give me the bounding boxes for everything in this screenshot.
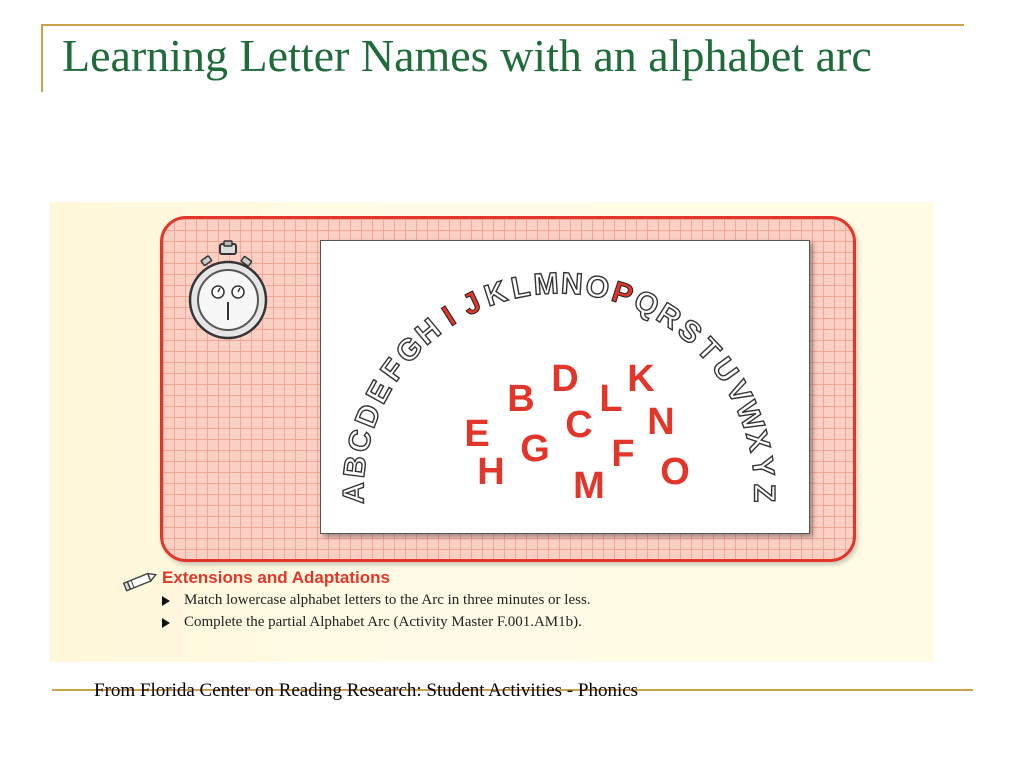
scattered-letter-F: F xyxy=(611,433,635,475)
extensions-heading: Extensions and Adaptations xyxy=(162,568,390,587)
arc-letter-F: F xyxy=(374,352,412,388)
arc-letter-P: P xyxy=(607,275,637,313)
list-item xyxy=(160,614,591,636)
arc-letter-T: T xyxy=(690,331,727,368)
extension-text-1: Match lowercase alphabet letters to the Arc in three minutes or less. xyxy=(184,592,591,608)
scattered-letter-E: E xyxy=(464,413,490,455)
arc-letter-C: C xyxy=(341,426,380,456)
alphabet-arc-svg xyxy=(321,241,809,533)
slide-title: Learning Letter Names with an alphabet arc xyxy=(62,30,872,81)
triangle-bullet-icon xyxy=(162,618,170,628)
top-vertical-rule xyxy=(41,24,43,92)
arc-letter-V: V xyxy=(719,375,758,410)
arc-letter-N: N xyxy=(560,267,584,302)
arc-letter-G: G xyxy=(389,330,430,370)
triangle-bullet-icon xyxy=(162,596,170,606)
arc-letter-Y: Y xyxy=(744,454,781,479)
scattered-letter-G: G xyxy=(520,428,550,470)
stopwatch-icon xyxy=(182,240,272,344)
arc-letter-E: E xyxy=(360,375,399,410)
arc-letter-I: I xyxy=(436,300,462,333)
scattered-letter-B: B xyxy=(507,378,535,420)
arc-letter-Z: Z xyxy=(747,483,781,503)
arc-letter-R: R xyxy=(650,296,687,337)
arc-letter-W: W xyxy=(729,396,771,436)
scattered-letter-H: H xyxy=(477,451,505,493)
source-caption: From Florida Center on Reading Research: Student Activities - Phonics xyxy=(94,680,639,701)
activity-figure xyxy=(50,202,934,662)
arc-letter-L: L xyxy=(508,269,533,306)
arc-letter-U: U xyxy=(705,351,745,389)
arc-letter-O: O xyxy=(582,269,612,306)
arc-letter-H: H xyxy=(409,312,448,352)
pencil-icon xyxy=(122,570,158,592)
alphabet-arc-board xyxy=(320,240,810,534)
scattered-letter-K: K xyxy=(627,358,655,400)
scattered-letter-L: L xyxy=(599,378,623,420)
arc-letter-K: K xyxy=(480,275,512,314)
scattered-letter-N: N xyxy=(647,401,675,443)
arc-letter-X: X xyxy=(739,427,777,455)
arc-letter-B: B xyxy=(337,453,374,480)
arc-letter-D: D xyxy=(349,399,388,433)
extensions-list xyxy=(160,592,591,636)
arc-letter-S: S xyxy=(671,312,708,351)
top-horizontal-rule xyxy=(41,24,964,26)
list-item xyxy=(160,592,591,614)
scattered-letter-O: O xyxy=(660,451,690,493)
extension-text-2: Complete the partial Alphabet Arc (Activity Master F.001.AM1b). xyxy=(184,614,582,630)
arc-letter-J: J xyxy=(457,285,487,323)
scattered-letter-M: M xyxy=(573,465,605,507)
arc-letter-M: M xyxy=(532,267,560,302)
scattered-letter-C: C xyxy=(565,404,593,446)
scattered-letter-D: D xyxy=(551,358,579,400)
arc-letter-Q: Q xyxy=(628,283,664,324)
arc-letter-A: A xyxy=(337,482,371,504)
